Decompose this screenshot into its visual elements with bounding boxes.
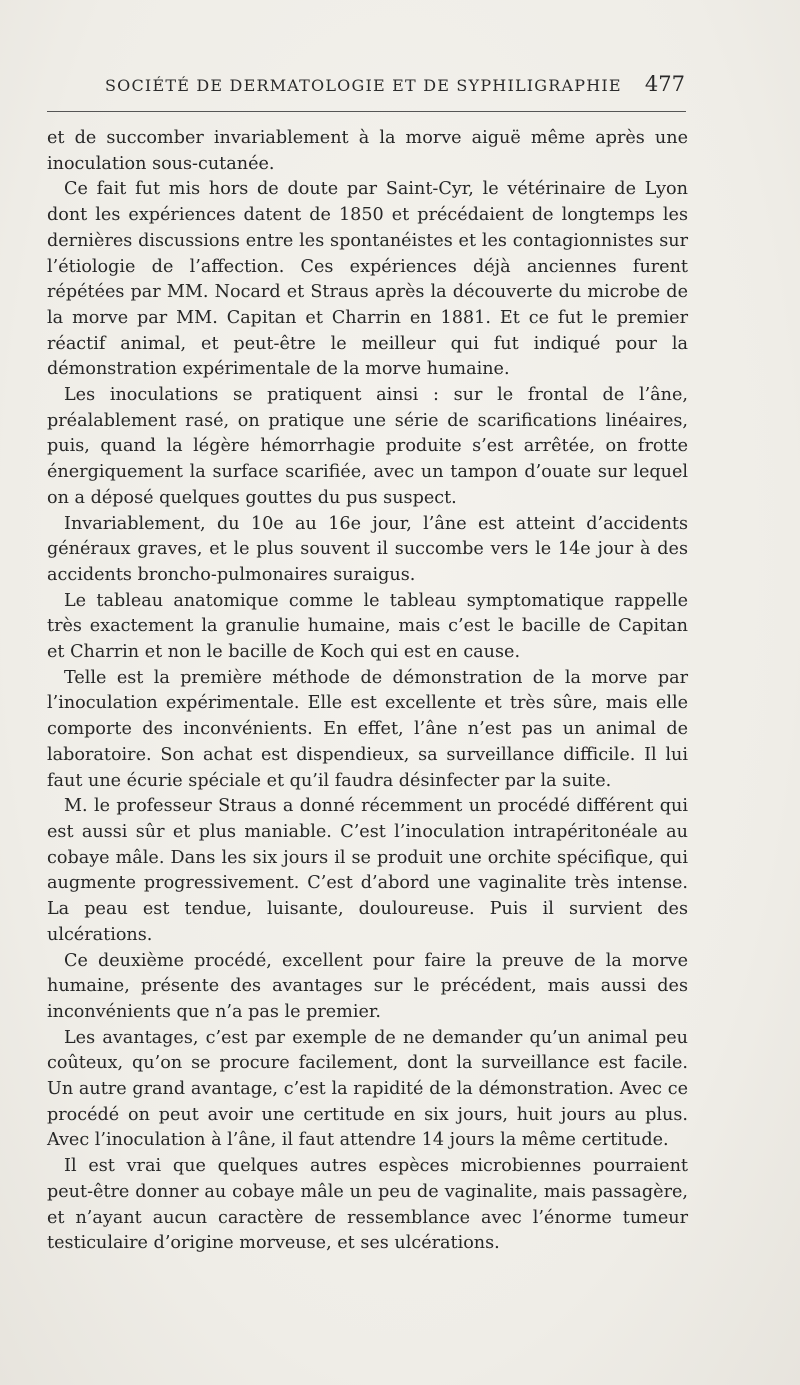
- page-number: 477: [644, 72, 685, 96]
- paragraph: Les avantages, c’est par exemple de ne demander qu’un animal peu coûteux, qu’on se procure facilement, dont la surveillance est facile. Un autre grand avantage, c’est la rapidité de la démonstration. Avec ce procédé on peut avoir une certitude en six jours, huit jours au plus. Avec l’inoculation à l’âne, il faut attendre 14 jours la même certitude.: [47, 1027, 688, 1151]
- running-header: [105, 72, 685, 102]
- paragraph: Telle est la première méthode de démonstration de la morve par l’inoculation expérimentale. Elle est excellente et très sûre, mais elle comporte des inconvénients. En effet, l’âne n’est pas un animal de laboratoire. Son achat est dispendieux, sa surveillance difficile. Il lui faut une écurie spéciale et qu’il faudra désinfecter par la suite.: [47, 667, 688, 791]
- paragraph: Invariablement, du 10e au 16e jour, l’âne est atteint d’accidents généraux graves, et le plus souvent il succombe vers le 14e jour à des accidents broncho-pulmonaires suraigus.: [47, 513, 688, 585]
- header-rule: [47, 111, 686, 112]
- paragraph: Ce deuxième procédé, excellent pour faire la preuve de la morve humaine, présente des avantages sur le précédent, mais aussi des inconvénients que n’a pas le premier.: [47, 950, 688, 1022]
- paragraph: et de succomber invariablement à la morve aiguë même après une inoculation sous-cutanée.: [47, 128, 688, 174]
- paragraph: Les inoculations se pratiquent ainsi : sur le frontal de l’âne, préalablement rasé, on pratique une série de scarifications linéaires, puis, quand la légère hémorrhagie produite s’est arrêtée, on frotte énergiquement la surface scarifiée, avec un tampon d’ouate sur lequel on a déposé quelques gouttes du pus suspect.: [47, 385, 688, 508]
- body-text: [47, 126, 688, 1257]
- paragraph: M. le professeur Straus a donné récemment un procédé différent qui est aussi sûr et plus maniable. C’est l’inoculation intrapéritonéale au cobaye mâle. Dans les six jours il se produit une orchite spécifique, qui augmente progressivement. C’est d’abord une vaginalite très intense. La peau est tendue, luisante, douloureuse. Puis il survient des ulcérations.: [47, 796, 688, 945]
- paragraph: Il est vrai que quelques autres espèces microbiennes pourraient peut-être donner au cobaye mâle un peu de vaginalite, mais passagère, et n’ayant aucun caractère de ressemblance avec l’énorme tumeur testiculaire d’origine morveuse, et ses ulcérations.: [47, 1156, 688, 1254]
- running-title: SOCIÉTÉ DE DERMATOLOGIE ET DE SYPHILIGRAPHIE: [105, 76, 622, 95]
- paragraph: Le tableau anatomique comme le tableau symptomatique rappelle très exactement la granulie humaine, mais c’est le bacille de Capitan et Charrin et non le bacille de Koch qui est en cause.: [47, 590, 688, 663]
- paragraph: Ce fait fut mis hors de doute par Saint-Cyr, le vétérinaire de Lyon dont les expériences datent de 1850 et précédaient de longtemps les dernières discussions entre les spontanéistes et les contagionnistes sur l’étiologie de l’affection. Ces expériences déjà anciennes furent répétées par MM. Nocard et Straus après la découverte du microbe de la morve par MM. Capitan et Charrin en 1881. Et ce fut le premier réactif animal, et peut-être le meilleur qui fut indiqué pour la démonstration expérimentale de la morve humaine.: [47, 179, 688, 380]
